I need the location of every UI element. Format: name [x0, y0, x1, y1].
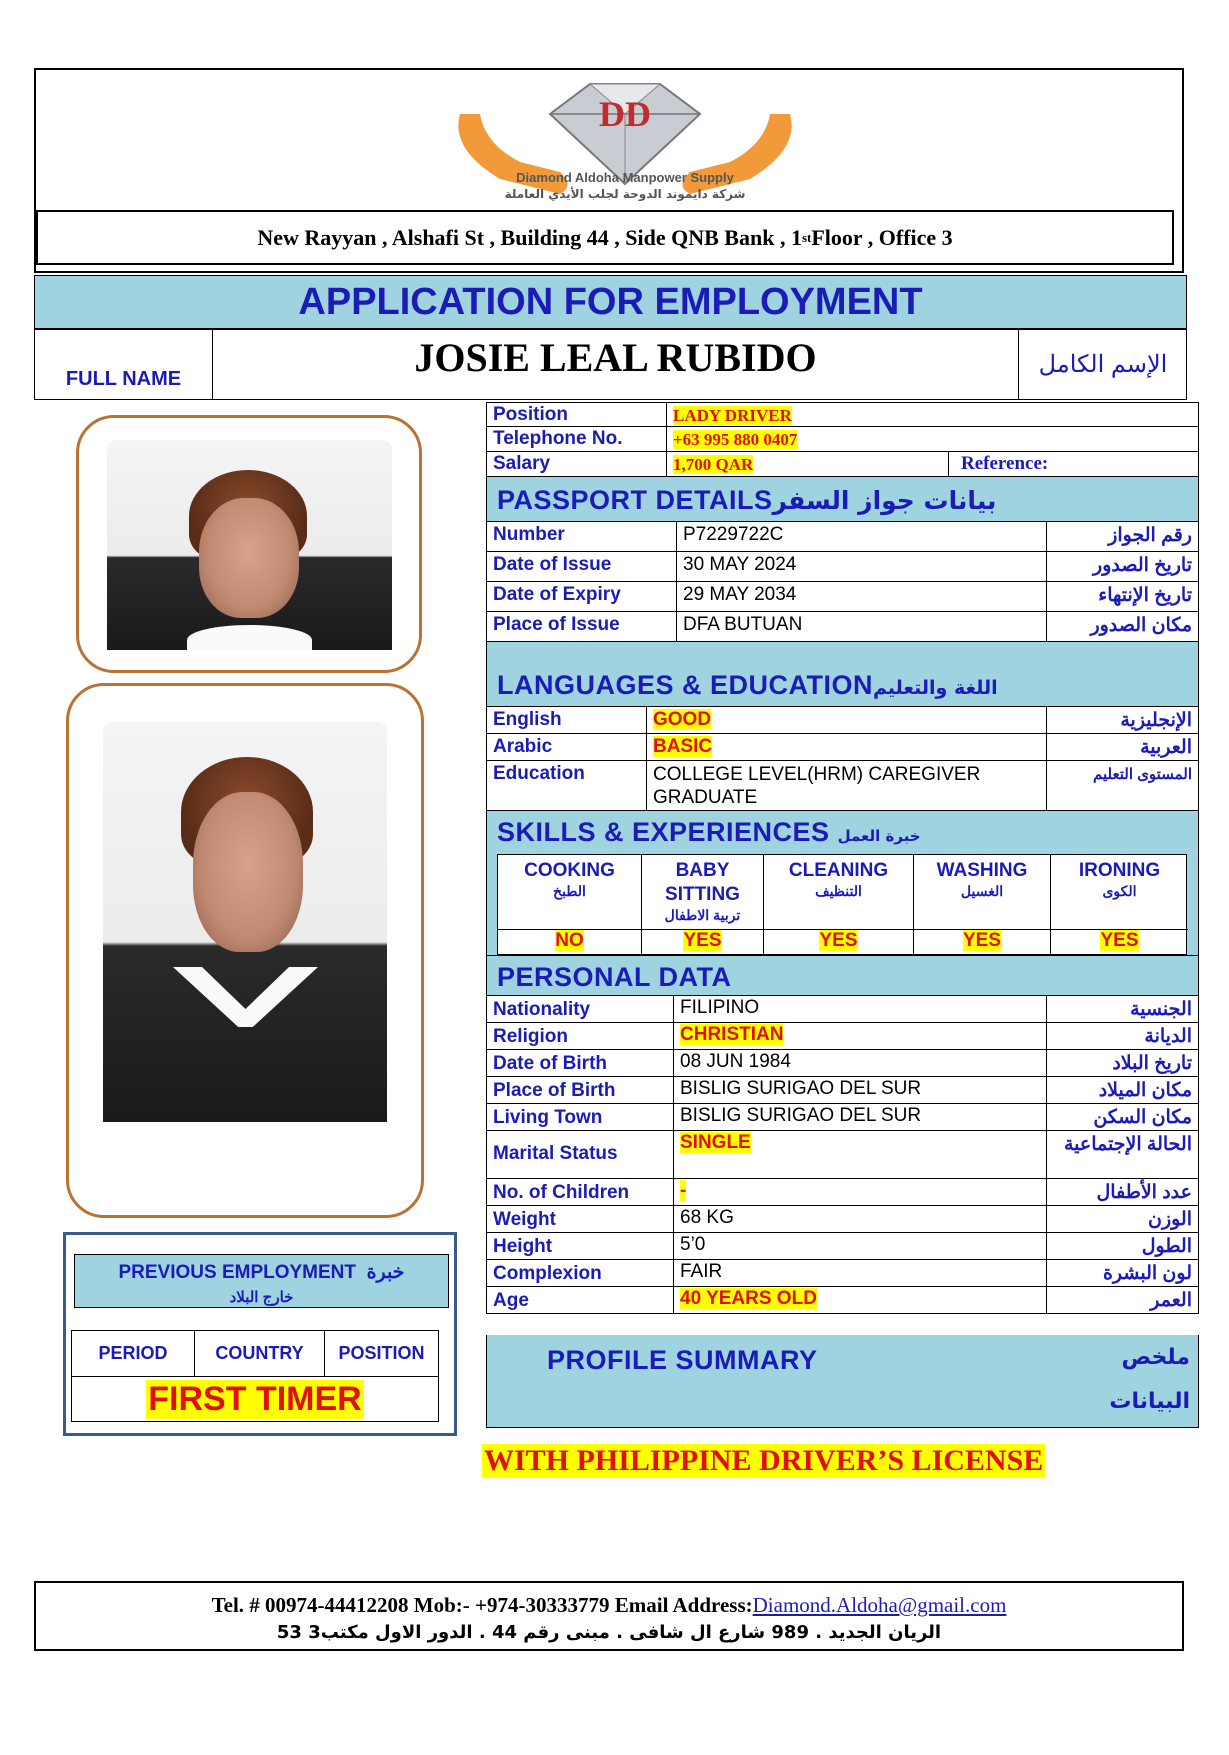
skill-header	[498, 855, 642, 929]
full-name-label-ar: الإسم الكامل	[1038, 351, 1168, 378]
passport-row-label: Place of Issue	[487, 612, 677, 641]
personal-row-label-ar: لون البشرة	[1102, 1263, 1192, 1284]
english-label: English	[487, 707, 647, 733]
address-text-post: Floor , Office 3	[811, 224, 953, 250]
personal-row	[486, 1287, 1199, 1314]
personal-row-label-ar: العمر	[1150, 1290, 1192, 1311]
applicant-photo-large	[103, 722, 387, 1122]
personal-row-value-cell	[674, 1131, 1047, 1178]
full-name-label: FULL NAME	[35, 330, 213, 399]
personal-row-label-ar: تاريخ البلاد	[1112, 1053, 1192, 1074]
personal-row	[486, 1131, 1199, 1179]
personal-row	[486, 1077, 1199, 1104]
personal-row-value-cell	[674, 1260, 1047, 1286]
skill-name: BABY	[675, 860, 730, 881]
passport-row	[486, 552, 1199, 582]
personal-row-value: -	[680, 1180, 687, 1201]
skill-name-ar: التنظيف	[815, 883, 862, 899]
prev-emp-title-ar1: خبرة	[366, 1262, 405, 1283]
skill-name-ar: الغسيل	[960, 883, 1004, 899]
previous-employment-title	[74, 1254, 449, 1308]
personal-row	[486, 1179, 1199, 1206]
previous-employment-table	[71, 1330, 439, 1422]
personal-row-value: 68 KG	[680, 1207, 734, 1228]
education-label: Education	[487, 761, 647, 810]
prev-emp-title-ar2: خارج البلاد	[229, 1289, 294, 1306]
passport-row	[486, 582, 1199, 612]
personal-row-value-cell	[674, 1077, 1047, 1103]
passport-row-value: 30 MAY 2024	[677, 552, 1047, 581]
address-sup: st	[801, 229, 812, 245]
skill-name: COOKING	[524, 860, 615, 881]
skill-name-ar: الطبخ	[553, 883, 586, 899]
skill-name: CLEANING	[788, 860, 889, 881]
personal-row-value-cell	[674, 1023, 1047, 1049]
personal-row	[486, 1233, 1199, 1260]
personal-row-value-cell	[674, 1104, 1047, 1130]
passport-row-label: Number	[487, 522, 677, 551]
personal-row-value-cell	[674, 1179, 1047, 1205]
personal-row-value-cell	[674, 996, 1047, 1022]
personal-row-value-cell	[674, 1206, 1047, 1232]
personal-row	[486, 996, 1199, 1023]
passport-row-value: P7229722C	[677, 522, 1047, 551]
passport-row-label-ar: تاريخ الصدور	[1093, 555, 1192, 576]
col-period: PERIOD	[72, 1331, 195, 1377]
logo-letters: DD	[599, 94, 651, 134]
personal-row-label: No. of Children	[487, 1179, 674, 1205]
arabic-label-ar: العربية	[1140, 737, 1192, 758]
skill-name2: SITTING	[665, 884, 740, 905]
personal-row-value: BISLIG SURIGAO DEL SUR	[680, 1105, 922, 1126]
position-value: LADY DRIVER	[673, 406, 792, 425]
personal-section	[486, 956, 1199, 996]
skill-name: WASHING	[936, 860, 1028, 881]
english-label-ar: الإنجليزية	[1120, 710, 1192, 731]
logo-company-en: Diamond Aldoha Manpower Supply	[516, 170, 734, 185]
skill-name-ar: تربية الاطفال	[664, 907, 741, 923]
personal-row	[486, 1260, 1199, 1287]
skills-section	[486, 811, 1199, 956]
telephone-label: Telephone No.	[487, 427, 667, 451]
personal-row-value: CHRISTIAN	[680, 1024, 784, 1045]
skill-name-ar: الكوى	[1102, 883, 1137, 899]
personal-row-label: Age	[487, 1287, 674, 1313]
personal-row-value: 5’0	[680, 1234, 706, 1255]
page-title: APPLICATION FOR EMPLOYMENT	[34, 275, 1187, 329]
address-text: New Rayyan , Alshafi St , Building 44 , Side QNB Bank , 1	[257, 224, 802, 250]
personal-row-value-cell	[674, 1233, 1047, 1259]
position-row	[486, 402, 1199, 427]
skill-value-cell	[642, 929, 764, 955]
personal-row-label: Date of Birth	[487, 1050, 674, 1076]
skill-value-cell	[764, 929, 914, 955]
full-name-value: JOSIE LEAL RUBIDO	[213, 330, 1019, 399]
passport-row-value: DFA BUTUAN	[677, 612, 1047, 641]
personal-row-value: FAIR	[680, 1261, 723, 1282]
english-cell	[647, 707, 1047, 733]
passport-title: PASSPORT DETAILSبيانات جواز السفر	[497, 485, 997, 515]
col-position: POSITION	[325, 1331, 438, 1377]
passport-row	[486, 522, 1199, 552]
skill-value: YES	[683, 930, 722, 951]
telephone-cell	[667, 427, 1198, 451]
col-country: COUNTRY	[195, 1331, 325, 1377]
arabic-row	[486, 734, 1199, 761]
personal-title: PERSONAL DATA	[497, 962, 732, 992]
salary-value: 1,700 QAR	[673, 455, 754, 474]
skill-value-cell	[1051, 929, 1188, 955]
skill-header	[764, 855, 914, 929]
skill-value: YES	[819, 930, 858, 951]
salary-row	[486, 452, 1199, 477]
education-label-ar: المستوى التعليم	[1093, 766, 1192, 783]
skill-value: NO	[555, 930, 584, 951]
personal-row	[486, 1206, 1199, 1233]
first-timer	[72, 1377, 438, 1421]
profile-summary-section	[486, 1335, 1199, 1428]
profile-summary-title: PROFILE SUMMARY	[547, 1345, 818, 1375]
personal-row-value: FILIPINO	[680, 997, 760, 1018]
personal-row-label-ar: الجنسية	[1130, 999, 1192, 1020]
skill-header	[914, 855, 1051, 929]
passport-section	[486, 477, 1199, 522]
skill-value-cell	[498, 929, 642, 955]
full-name-row	[34, 329, 1187, 400]
passport-row-label-ar: مكان الصدور	[1090, 615, 1192, 636]
passport-row-value: 29 MAY 2034	[677, 582, 1047, 611]
footer-line1	[36, 1591, 1182, 1619]
first-timer-text: FIRST TIMER	[148, 1379, 362, 1418]
telephone-row	[486, 427, 1199, 452]
address	[36, 210, 1174, 265]
logo-company-ar: شركة دايموند الدوحة لجلب الأيدي العاملة	[504, 187, 746, 201]
personal-row-label: Complexion	[487, 1260, 674, 1286]
license-note: WITH PHILIPPINE DRIVER’S LICENSE	[484, 1444, 1044, 1477]
passport-row	[486, 612, 1199, 642]
footer-contact: Tel. # 00974-44412208 Mob:- +974-30333779 Email Address:	[211, 1593, 753, 1617]
position-cell	[667, 403, 1198, 426]
telephone-value: +63 995 880 0407	[673, 430, 798, 449]
skills-grid	[497, 854, 1187, 955]
passport-row-label: Date of Expiry	[487, 582, 677, 611]
skill-name: IRONING	[1078, 860, 1161, 881]
footer	[34, 1581, 1184, 1651]
skill-header	[1051, 855, 1188, 929]
footer-line2: 53 الريان الجديد . 989 شارع ال شافى . مبنى رقم 44 . الدور الاول مكتب3	[276, 1622, 942, 1643]
personal-row-label-ar: مكان السكن	[1093, 1107, 1192, 1128]
english-value: GOOD	[653, 709, 712, 730]
languages-section	[486, 642, 1199, 707]
personal-row-label-ar: الحالة الإجتماعية	[1064, 1134, 1192, 1155]
personal-row-value: 40 YEARS OLD	[680, 1288, 817, 1309]
personal-row-label: Place of Birth	[487, 1077, 674, 1103]
passport-row-label: Date of Issue	[487, 552, 677, 581]
languages-title: LANGUAGES & EDUCATIONاللغة والتعليم	[497, 670, 998, 700]
education-value: COLLEGE LEVEL(HRM) CAREGIVER GRADUATE	[647, 761, 1047, 810]
skills-title: SKILLS & EXPERIENCES خبرة العمل	[497, 817, 921, 847]
reference-label: Reference:	[961, 453, 1049, 474]
passport-row-label-ar: تاريخ الإنتهاء	[1098, 585, 1192, 606]
passport-row-label-ar: رقم الجواز	[1108, 525, 1192, 546]
personal-row-value: SINGLE	[680, 1132, 751, 1153]
personal-row-label: Marital Status	[487, 1131, 674, 1178]
personal-row-label-ar: مكان الميلاد	[1098, 1080, 1192, 1101]
personal-row	[486, 1104, 1199, 1131]
arabic-value: BASIC	[653, 736, 713, 757]
personal-row	[486, 1050, 1199, 1077]
personal-row-label: Religion	[487, 1023, 674, 1049]
personal-row-value: BISLIG SURIGAO DEL SUR	[680, 1078, 922, 1099]
skill-header	[642, 855, 764, 929]
position-label: Position	[487, 403, 667, 426]
salary-label: Salary	[487, 452, 667, 476]
arabic-cell	[647, 734, 1047, 760]
personal-row-label: Living Town	[487, 1104, 674, 1130]
company-logo	[440, 74, 810, 209]
personal-row-value-cell	[674, 1287, 1047, 1313]
personal-row-label-ar: عدد الأطفال	[1096, 1182, 1192, 1203]
education-row	[486, 761, 1199, 811]
salary-cell	[667, 452, 949, 476]
prev-emp-title-en: PREVIOUS EMPLOYMENT	[118, 1262, 357, 1283]
applicant-photo-small	[107, 440, 392, 650]
profile-summary-ar2: البيانات	[1109, 1389, 1190, 1414]
personal-row-value-cell	[674, 1050, 1047, 1076]
profile-summary-ar1: ملخص	[1121, 1345, 1190, 1370]
skill-value: YES	[962, 930, 1002, 951]
personal-row-label-ar: الطول	[1141, 1236, 1192, 1257]
personal-row-label: Nationality	[487, 996, 674, 1022]
personal-row-label-ar: الوزن	[1147, 1209, 1192, 1230]
skill-value: YES	[1100, 930, 1139, 951]
arabic-label: Arabic	[487, 734, 647, 760]
personal-row-label: Weight	[487, 1206, 674, 1232]
english-row	[486, 707, 1199, 734]
personal-row	[486, 1023, 1199, 1050]
personal-row-label-ar: الديانة	[1144, 1026, 1192, 1047]
personal-row-value: 08 JUN 1984	[680, 1051, 791, 1072]
personal-row-label: Height	[487, 1233, 674, 1259]
skill-value-cell	[914, 929, 1051, 955]
email-link[interactable]: Diamond.Aldoha@gmail.com	[752, 1593, 1007, 1617]
